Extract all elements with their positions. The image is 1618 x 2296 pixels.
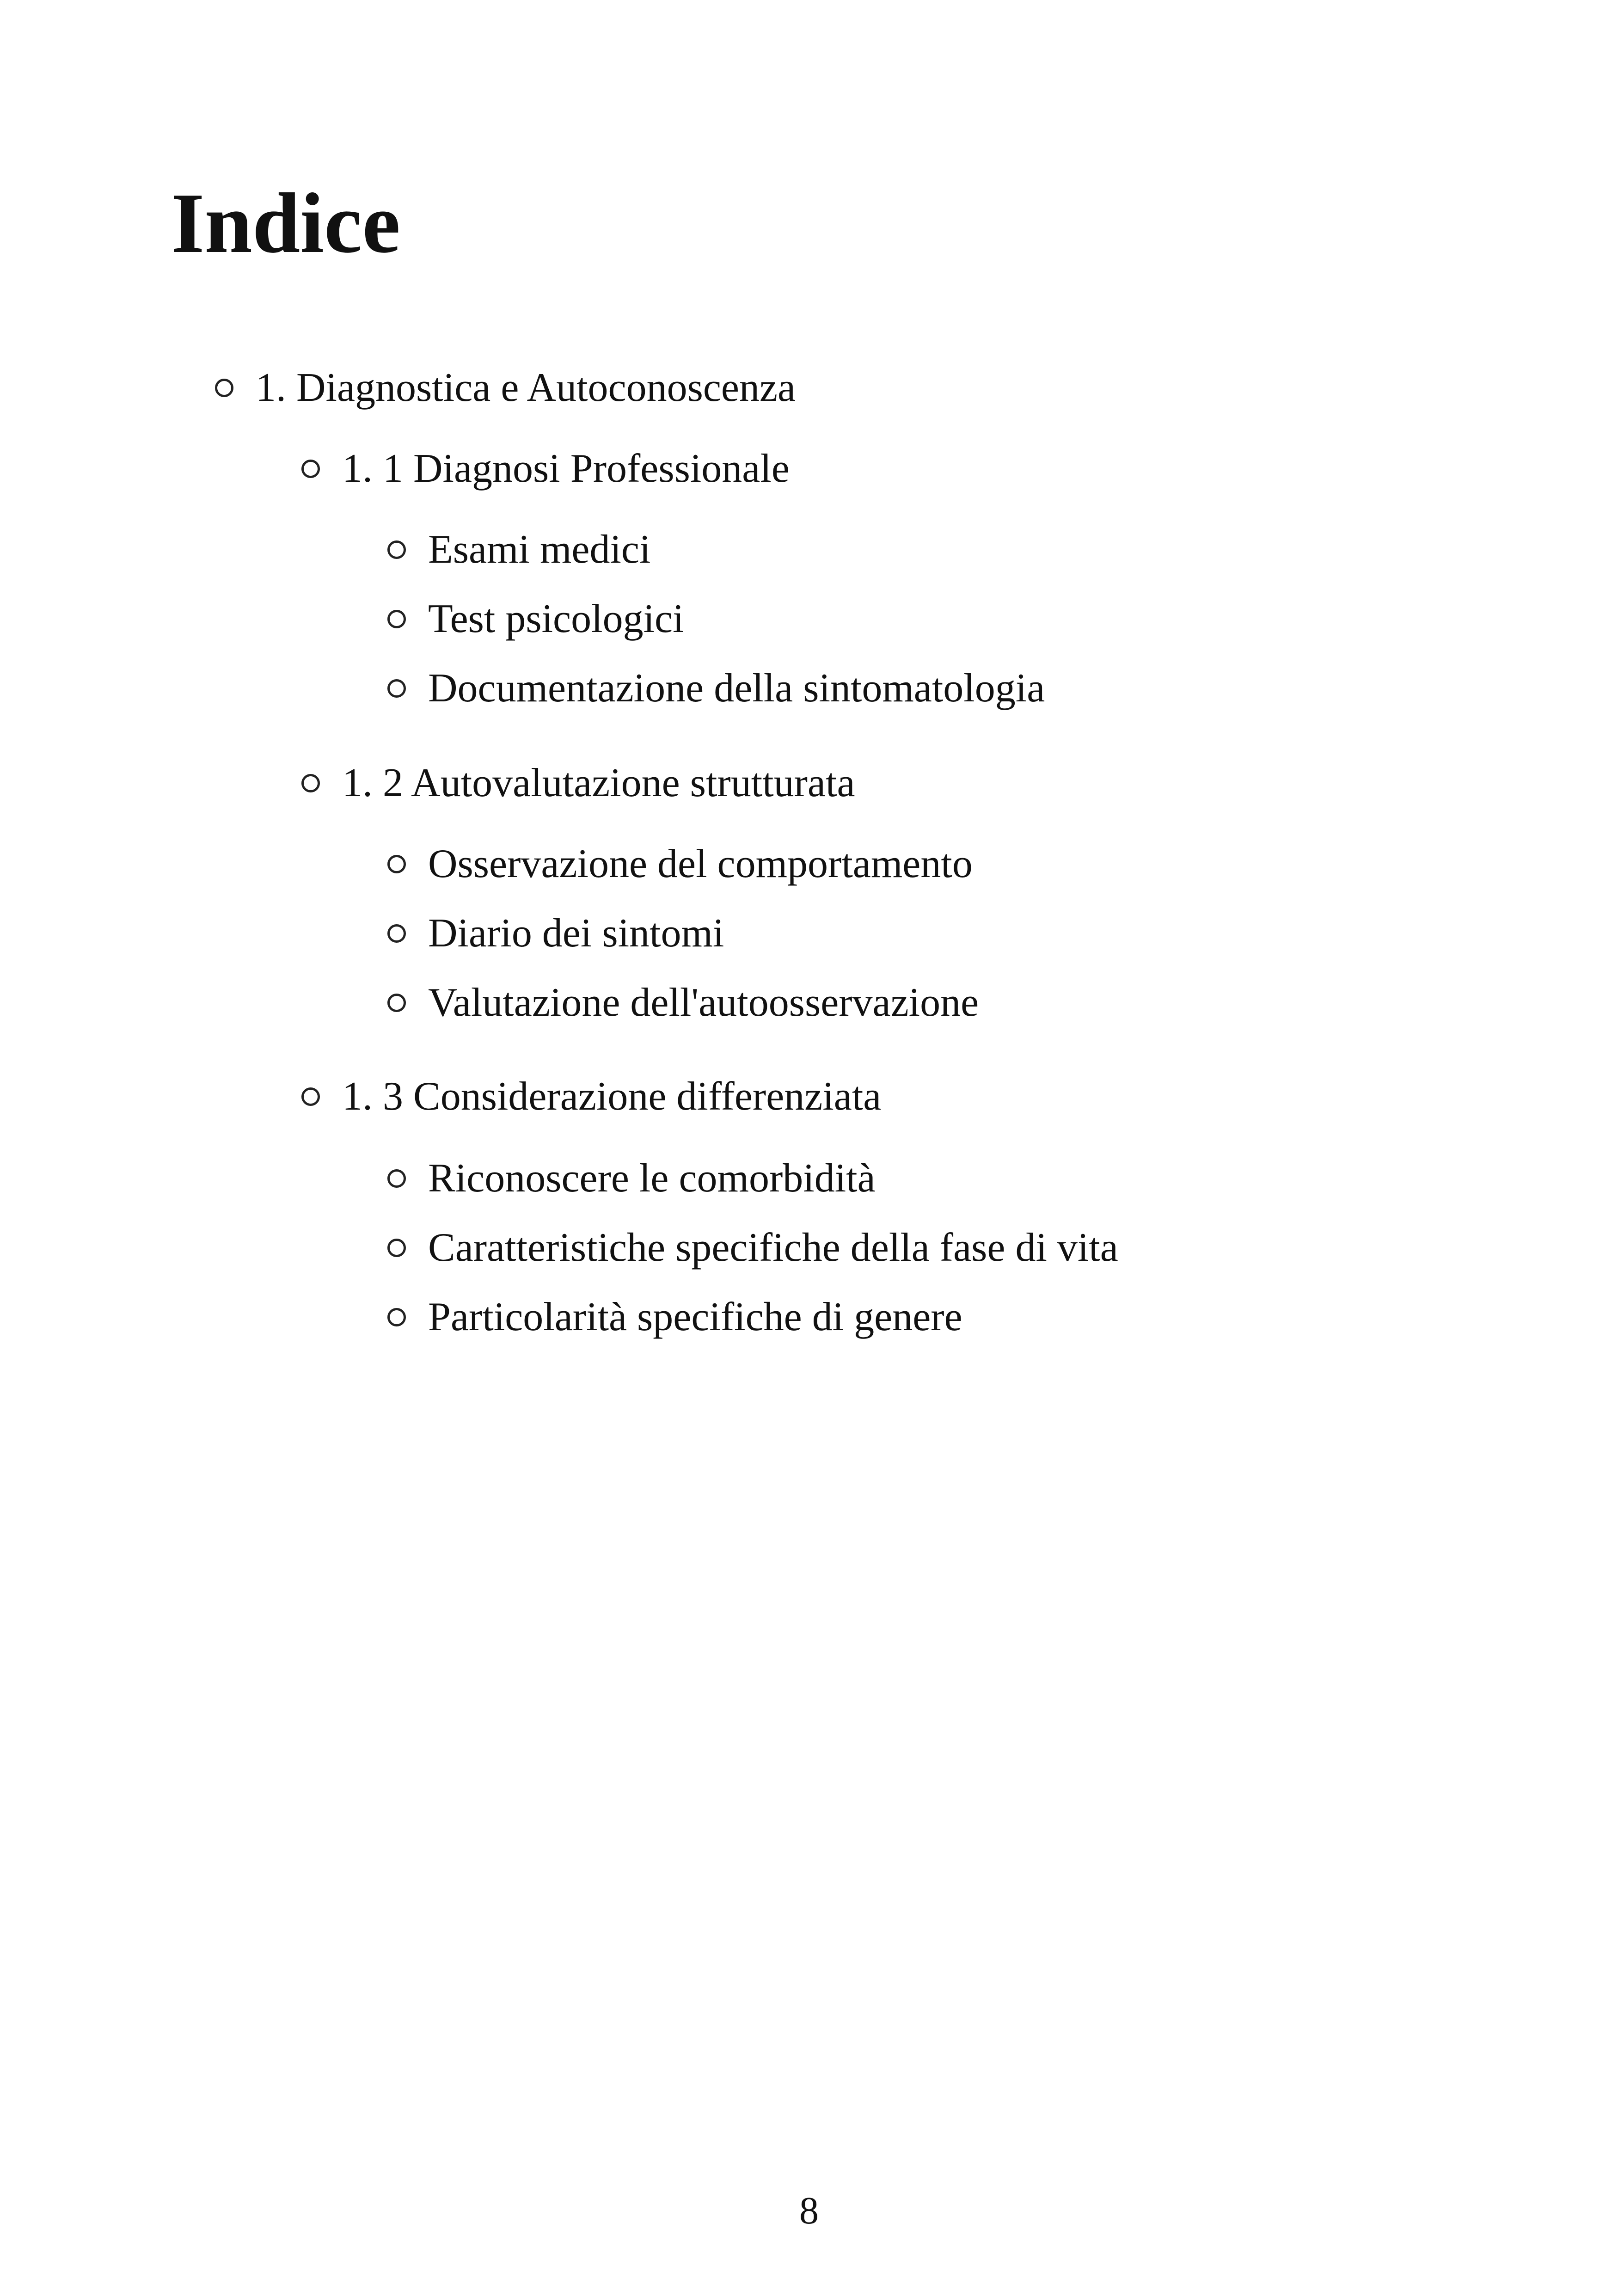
hollow-circle-bullet-icon <box>387 610 406 628</box>
toc-section[interactable] <box>301 763 855 804</box>
hollow-circle-bullet-icon <box>387 855 406 873</box>
hollow-circle-bullet-icon <box>387 540 406 559</box>
toc-item-label: Test psicologici <box>428 596 684 641</box>
page-number: 8 <box>799 2189 819 2232</box>
toc-item[interactable] <box>387 596 684 641</box>
hollow-circle-bullet-icon <box>387 994 406 1012</box>
hollow-circle-bullet-icon <box>387 1308 406 1326</box>
hollow-circle-bullet-icon <box>301 1087 320 1106</box>
hollow-circle-bullet-icon <box>387 1239 406 1257</box>
toc-item[interactable] <box>387 1158 876 1199</box>
toc-chapter[interactable] <box>215 365 796 410</box>
toc-item-label: Particolarità specifiche di genere <box>428 1295 962 1339</box>
hollow-circle-bullet-icon <box>301 774 320 792</box>
toc-section-label: 1. 3 Considerazione differenziata <box>342 1074 882 1119</box>
hollow-circle-bullet-icon <box>215 379 233 397</box>
toc-item-label: Caratteristiche specifiche della fase di vita <box>428 1225 1118 1270</box>
hollow-circle-bullet-icon <box>387 924 406 943</box>
toc-section[interactable] <box>301 448 790 489</box>
toc-chapter-label: 1. Diagnostica e Autoconoscenza <box>256 365 796 410</box>
toc-item-label: Documentazione della sintomatologia <box>428 666 1045 711</box>
toc-item-label: Osservazione del comportamento <box>428 841 973 886</box>
toc-item[interactable] <box>387 1297 962 1338</box>
toc-section[interactable] <box>301 1076 881 1117</box>
toc-item[interactable] <box>387 982 979 1023</box>
toc-item[interactable] <box>387 529 650 570</box>
hollow-circle-bullet-icon <box>387 679 406 698</box>
page-title: Indice <box>171 176 401 271</box>
toc-item[interactable] <box>387 841 973 886</box>
toc-section-label: 1. 2 Autovalutazione strutturata <box>342 761 855 805</box>
toc-item-label: Riconoscere le comorbidità <box>428 1156 876 1201</box>
hollow-circle-bullet-icon <box>301 460 320 478</box>
hollow-circle-bullet-icon <box>387 1169 406 1188</box>
toc-item[interactable] <box>387 668 1045 709</box>
toc-section-label: 1. 1 Diagnosi Professionale <box>342 446 790 491</box>
toc-item-label: Diario dei sintomi <box>428 911 724 956</box>
toc-item-label: Esami medici <box>428 527 651 572</box>
toc-item[interactable] <box>387 913 724 954</box>
toc-item-label: Valutazione dell'autoosservazione <box>428 980 979 1025</box>
toc-item[interactable] <box>387 1225 1118 1270</box>
